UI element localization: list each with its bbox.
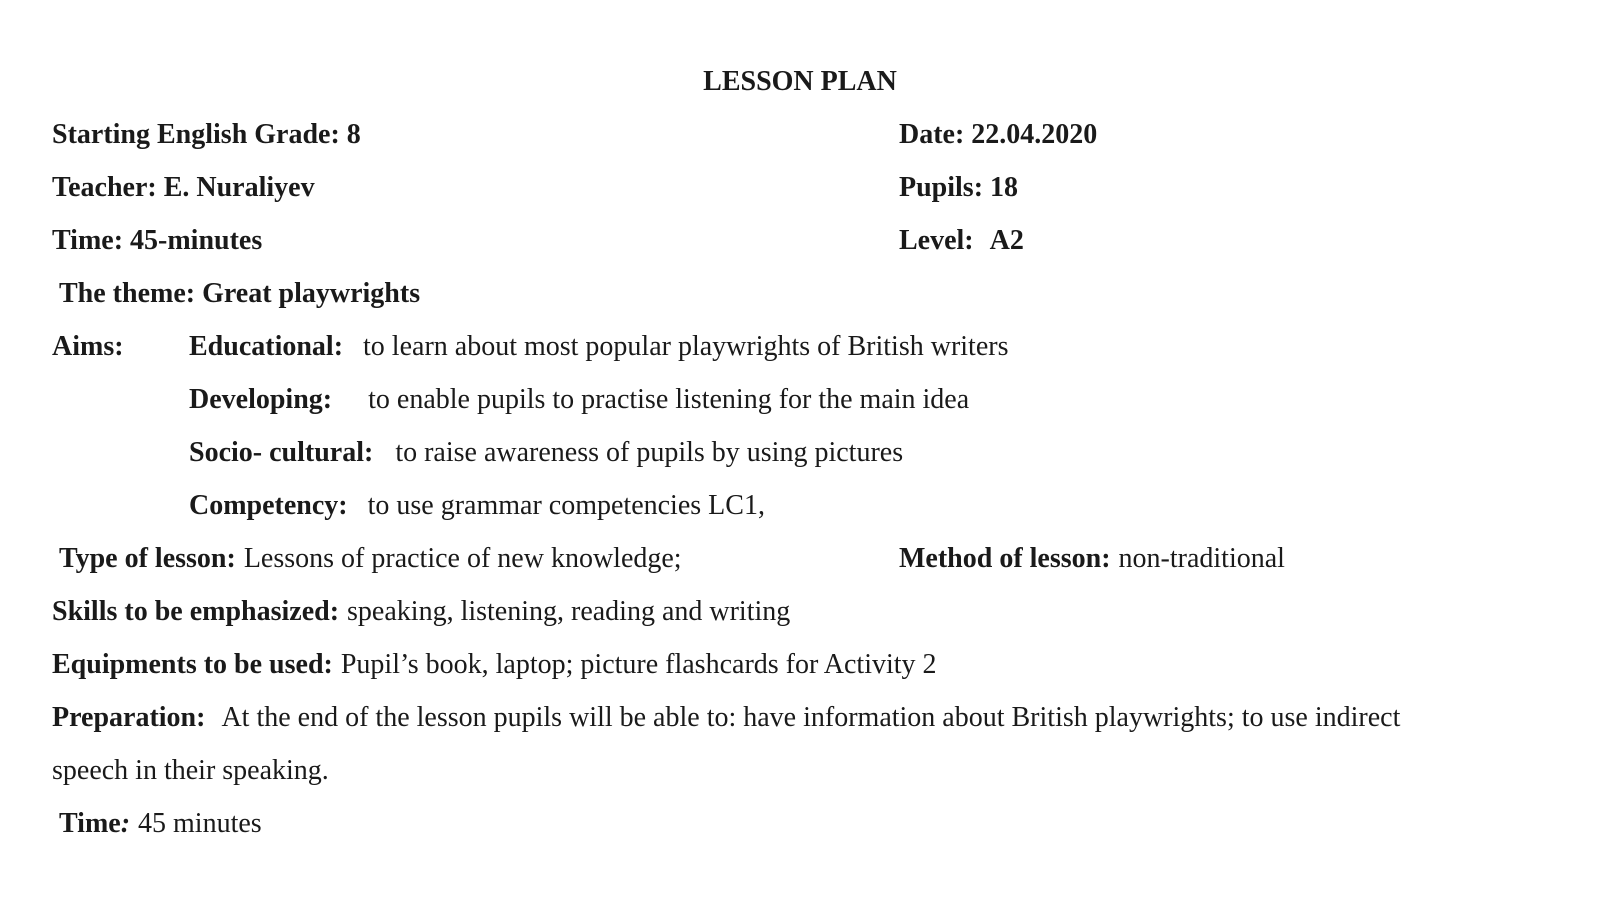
time-footer-field <box>59 810 262 838</box>
aim-text: to enable pupils to practise listening for the main idea <box>368 384 970 415</box>
pupils-field: Pupils: 18 <box>899 172 1019 203</box>
method-label: Method of lesson: <box>899 543 1111 574</box>
equipment-field <box>52 651 937 679</box>
aim-label: Educational: <box>189 331 344 362</box>
time-footer-value: 45 minutes <box>138 808 262 839</box>
page-title: LESSON PLAN <box>703 66 897 97</box>
aim-text: to use grammar competencies LC1, <box>367 490 765 521</box>
aims-label: Aims: <box>52 331 124 362</box>
aim-educational <box>189 333 1008 361</box>
preparation-text-line2: speech in their speaking. <box>52 755 329 786</box>
equipment-label: Equipments to be used: <box>52 649 333 680</box>
level-value: A2 <box>989 225 1024 256</box>
equipment-value: Pupil’s book, laptop; picture flashcards for Activity 2 <box>340 649 937 680</box>
type-of-lesson-field <box>59 545 682 573</box>
aim-label: Developing: <box>189 384 333 415</box>
type-value: Lessons of practice of new knowledge; <box>243 543 682 574</box>
date-field: Date: 22.04.2020 <box>899 119 1098 150</box>
time-footer-label: Time <box>59 808 121 839</box>
time-footer-colon: : <box>120 808 131 839</box>
aim-text: to raise awareness of pupils by using pictures <box>395 437 904 468</box>
aim-developing <box>189 386 969 414</box>
preparation-label: Preparation: <box>52 702 206 733</box>
grade-field: Starting English Grade: 8 <box>52 119 361 150</box>
preparation-field <box>52 704 1400 732</box>
level-field <box>899 227 1024 255</box>
skills-label: Skills to be emphasized: <box>52 596 340 627</box>
type-label: Type of lesson: <box>59 543 236 574</box>
preparation-text-line1: At the end of the lesson pupils will be able to: have information about British playwrights; to use indirect <box>221 702 1401 733</box>
method-of-lesson-field <box>899 545 1285 573</box>
aim-competency <box>189 492 765 520</box>
theme-field: The theme: Great playwrights <box>59 278 421 309</box>
teacher-field: Teacher: E. Nuraliyev <box>52 172 315 203</box>
aim-label: Competency: <box>189 490 348 521</box>
skills-field <box>52 598 790 626</box>
time-header-field: Time: 45-minutes <box>52 225 263 256</box>
method-value: non-traditional <box>1118 543 1285 574</box>
aim-socio-cultural <box>189 439 903 467</box>
level-label: Level: <box>899 225 974 256</box>
skills-value: speaking, listening, reading and writing <box>347 596 791 627</box>
aim-label: Socio- cultural: <box>189 437 374 468</box>
aim-text: to learn about most popular playwrights of British writers <box>363 331 1009 362</box>
